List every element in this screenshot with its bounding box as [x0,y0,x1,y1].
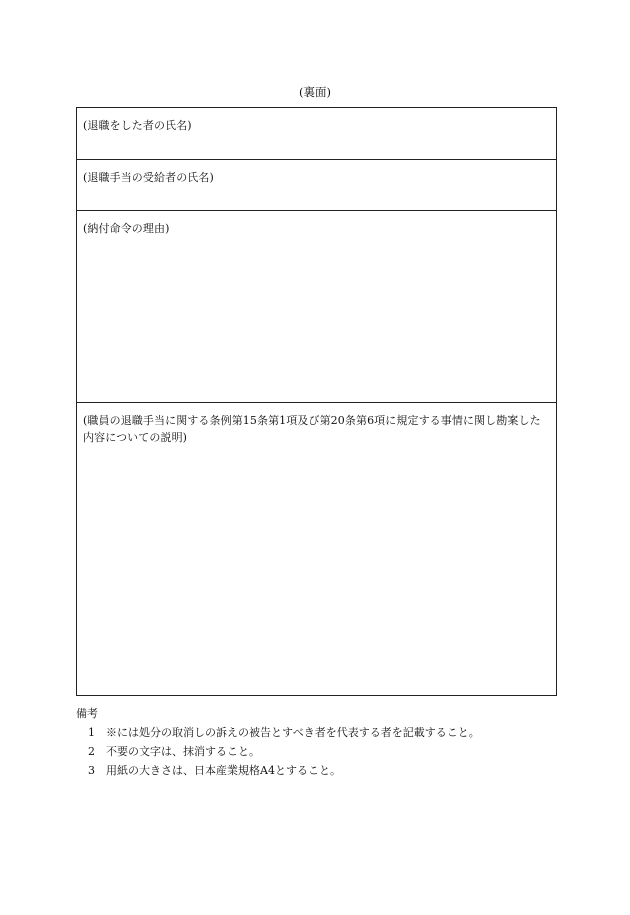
note-number: 3 [88,764,95,777]
note-number: 1 [88,726,95,739]
recipient-name-field[interactable] [77,160,556,211]
payment-order-reason-field[interactable] [77,211,556,403]
notes-section [76,704,556,780]
form-table [76,107,557,696]
page-heading: (裏面) [299,85,331,99]
note-item [76,742,556,761]
note-item [76,761,556,780]
notes-list [76,723,556,780]
note-text: 不要の文字は、抹消すること。 [106,745,260,758]
note-item [76,723,556,742]
note-number: 2 [88,745,95,758]
retiree-name-label: (退職をした者の氏名) [83,119,192,132]
note-text: 用紙の大きさは、日本産業規格A4とすること。 [106,764,341,777]
note-text: ※には処分の取消しの訴えの被告とすべき者を代表する者を記載すること。 [106,726,480,739]
payment-order-reason-label: (納付命令の理由) [83,222,170,235]
considerations-explanation-label: (職員の退職手当に関する条例第15条第1項及び第20条第6項に規定する事情に関し勘案した内容についての説明) [83,414,541,444]
retiree-name-field[interactable] [77,108,556,160]
recipient-name-label: (退職手当の受給者の氏名) [83,171,214,184]
considerations-explanation-field[interactable] [77,403,556,696]
notes-title: 備考 [76,707,98,720]
